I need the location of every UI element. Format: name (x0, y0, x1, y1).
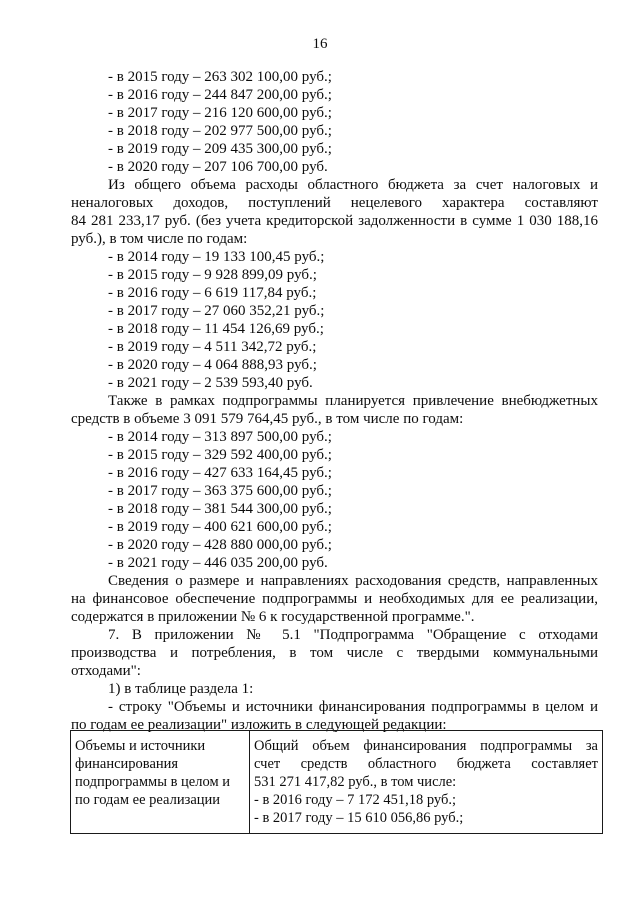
paragraph-line: средств в объеме 3 091 579 764,45 руб., в том числе по годам: (71, 411, 464, 427)
list-item: - в 2016 году – 244 847 200,00 руб.; (108, 87, 332, 103)
paragraph-line: на финансовое обеспечение подпрограммы и необходимых для ее реализации, (71, 591, 598, 607)
list-item: - в 2014 году – 19 133 100,45 руб.; (108, 249, 325, 265)
list-item: - в 2014 году – 313 897 500,00 руб.; (108, 429, 332, 445)
subitem-heading: 1) в таблице раздела 1: (108, 681, 254, 697)
list-item: - в 2017 году – 27 060 352,21 руб.; (108, 303, 325, 319)
table-row (71, 731, 603, 834)
list-item: - в 2016 году – 6 619 117,84 руб.; (108, 285, 317, 301)
list-item: - в 2020 году – 207 106 700,00 руб. (108, 159, 328, 175)
list-item: - в 2018 году – 202 977 500,00 руб.; (108, 123, 332, 139)
list-item: - в 2016 году – 427 633 164,45 руб.; (108, 465, 332, 481)
paragraph-line: Из общего объема расходы областного бюджета за счет налоговых и (108, 177, 598, 193)
table-cell-label (71, 731, 250, 834)
table-cell-value (250, 731, 603, 834)
list-item: - в 2019 году – 209 435 300,00 руб.; (108, 141, 332, 157)
page-number: 16 (312, 36, 328, 52)
list-item: - в 2018 году – 11 454 126,69 руб.; (108, 321, 324, 337)
list-item: - в 2019 году – 400 621 600,00 руб.; (108, 519, 332, 535)
cell-line: 531 271 417,82 руб., в том числе: (254, 774, 457, 790)
list-item: - в 2018 году – 381 544 300,00 руб.; (108, 501, 332, 517)
paragraph-line: 7. В приложении № 5.1 "Подпрограмма "Обращение с отходами (108, 627, 598, 643)
list-item: - в 2021 году – 2 539 593,40 руб. (108, 375, 313, 391)
list-item: - в 2015 году – 263 302 100,00 руб.; (108, 69, 332, 85)
paragraph-line: неналоговых доходов, поступлений нецелевого характера составляют (71, 195, 598, 211)
paragraph-line: производства и потребления, в том числе с твердыми коммунальными (71, 645, 598, 661)
cell-line: финансирования (75, 756, 179, 772)
paragraph-line: по годам ее реализации" изложить в следующей редакции: (71, 717, 447, 733)
paragraph-line: - строку "Объемы и источники финансирования подпрограммы в целом и (108, 699, 598, 715)
cell-line: Общий объем финансирования подпрограммы за (254, 738, 598, 754)
list-item: - в 2019 году – 4 511 342,72 руб.; (108, 339, 317, 355)
paragraph-line: Также в рамках подпрограммы планируется привлечение внебюджетных (108, 393, 598, 409)
financing-table (70, 730, 603, 834)
cell-line: по годам ее реализации (75, 792, 221, 808)
cell-line: Объемы и источники (75, 738, 206, 754)
list-item: - в 2017 году – 363 375 600,00 руб.; (108, 483, 332, 499)
cell-line: счет средств областного бюджета составляет (254, 756, 598, 772)
list-item: - в 2015 году – 329 592 400,00 руб.; (108, 447, 332, 463)
cell-line: - в 2017 году – 15 610 056,86 руб.; (254, 810, 464, 826)
list-item: - в 2020 году – 4 064 888,93 руб.; (108, 357, 317, 373)
cell-line: - в 2016 году – 7 172 451,18 руб.; (254, 792, 456, 808)
list-item: - в 2021 году – 446 035 200,00 руб. (108, 555, 328, 571)
paragraph-line: 84 281 233,17 руб. (без учета кредиторской задолженности в сумме 1 030 188,16 (71, 213, 598, 229)
paragraph-line: содержатся в приложении № 6 к государственной программе.". (71, 609, 475, 625)
list-item: - в 2015 году – 9 928 899,09 руб.; (108, 267, 317, 283)
list-item: - в 2017 году – 216 120 600,00 руб.; (108, 105, 332, 121)
list-item: - в 2020 году – 428 880 000,00 руб.; (108, 537, 332, 553)
paragraph-line: отходами": (71, 663, 141, 679)
paragraph-line: Сведения о размере и направлениях расходования средств, направленных (108, 573, 598, 589)
cell-line: подпрограммы в целом и (75, 774, 231, 790)
paragraph-line: руб.), в том числе по годам: (71, 231, 248, 247)
